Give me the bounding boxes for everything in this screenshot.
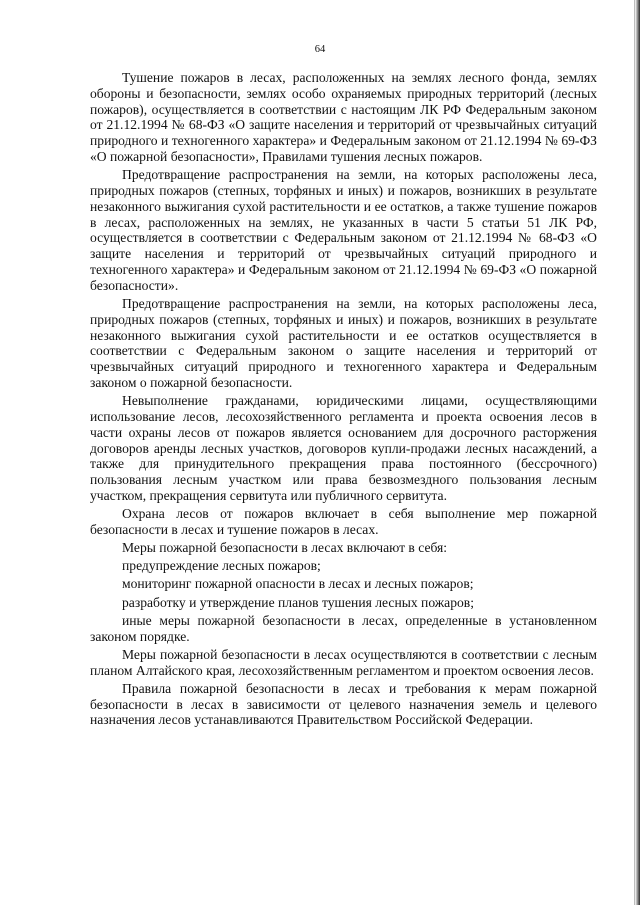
- list-item-plans: разработку и утверждение планов тушения лесных пожаров;: [122, 594, 474, 610]
- paragraph-non-compliance: Невыполнение гражданами, юридическими лицами, осуществляющими использование лесов, лесохозяйственного регламента и проекта освоения лесов в части охраны лесов от пожаров является основанием для досрочного расторжения договоров аренды лесных участков, договоров купли-продажи лесных насаждений, а также для принудительного прекращения права постоянного (бессрочного) пользования лесным участком или права безвозмездного пользования лесным участком, прекращения сервитута или публичного сервитута.: [90, 393, 597, 503]
- scan-binding-edge: [635, 0, 640, 905]
- page-number: 64: [314, 44, 326, 55]
- list-item-prevention: предупреждение лесных пожаров;: [122, 558, 321, 574]
- list-item-other-measures: иные меры пожарной безопасности в лесах, определенные в установленном законом порядке.: [90, 612, 597, 644]
- document-body: [90, 70, 597, 731]
- paragraph-measures-basis: Меры пожарной безопасности в лесах осуществляются в соответствии с лесным планом Алтайского края, лесохозяйственным регламентом и проектом освоения лесов.: [90, 646, 597, 678]
- paragraph-prevention-spread-2: Предотвращение распространения на земли, на которых расположены леса, природных пожаров (степных, торфяных и иных) и пожаров, возникших в результате незаконного выжигания сухой растительности и ее остатков осуществляется в соответствии с Федеральным законом о защите населения и территорий от чрезвычайных ситуаций природного и техногенного характера и Федеральным законом о пожарной безопасности.: [90, 295, 597, 390]
- paragraph-fire-protection: Охрана лесов от пожаров включает в себя выполнение мер пожарной безопасности в лесах и тушение пожаров в лесах.: [90, 506, 597, 537]
- paragraph-government-rules: Правила пожарной безопасности в лесах и требования к мерам пожарной безопасности в лесах в зависимости от целевого назначения земель и целевого назначения лесов устанавливаются Правительством Российской Федерации.: [90, 680, 597, 728]
- list-item-monitoring: мониторинг пожарной опасности в лесах и лесных пожаров;: [122, 576, 474, 592]
- paragraph-measures-intro: Меры пожарной безопасности в лесах включают в себя:: [122, 540, 448, 556]
- paragraph-prevention-spread-1: Предотвращение распространения на земли, на которых расположены леса, природных пожаров (степных, торфяных и иных) и пожаров, возникших в результате незаконного выжигания сухой растительности и ее остатков, а также тушение пожаров в лесах, расположенных на землях, не указанных в части 5 статьи 51 ЛК РФ, осуществляется в соответствии с Федеральным законом от 21.12.1994 № 68-ФЗ «О защите населения и территорий от чрезвычайных ситуаций природного и техногенного характера» и Федеральным законом от 21.12.1994 № 69-ФЗ «О пожарной безопасности».: [90, 167, 597, 293]
- paragraph-forest-fire-suppression: Тушение пожаров в лесах, расположенных на землях лесного фонда, землях обороны и безопасности, землях особо охраняемых природных территорий (лесных пожаров), осуществляется в соответствии с настоящим ЛК РФ Федеральным законом от 21.12.1994 № 68-ФЗ «О защите населения и территорий от чрезвычайных ситуаций природного и техногенного характера» и Федеральным законом от 21.12.1994 № 69-ФЗ «О пожарной безопасности», Правилами тушения лесных пожаров.: [90, 70, 597, 164]
